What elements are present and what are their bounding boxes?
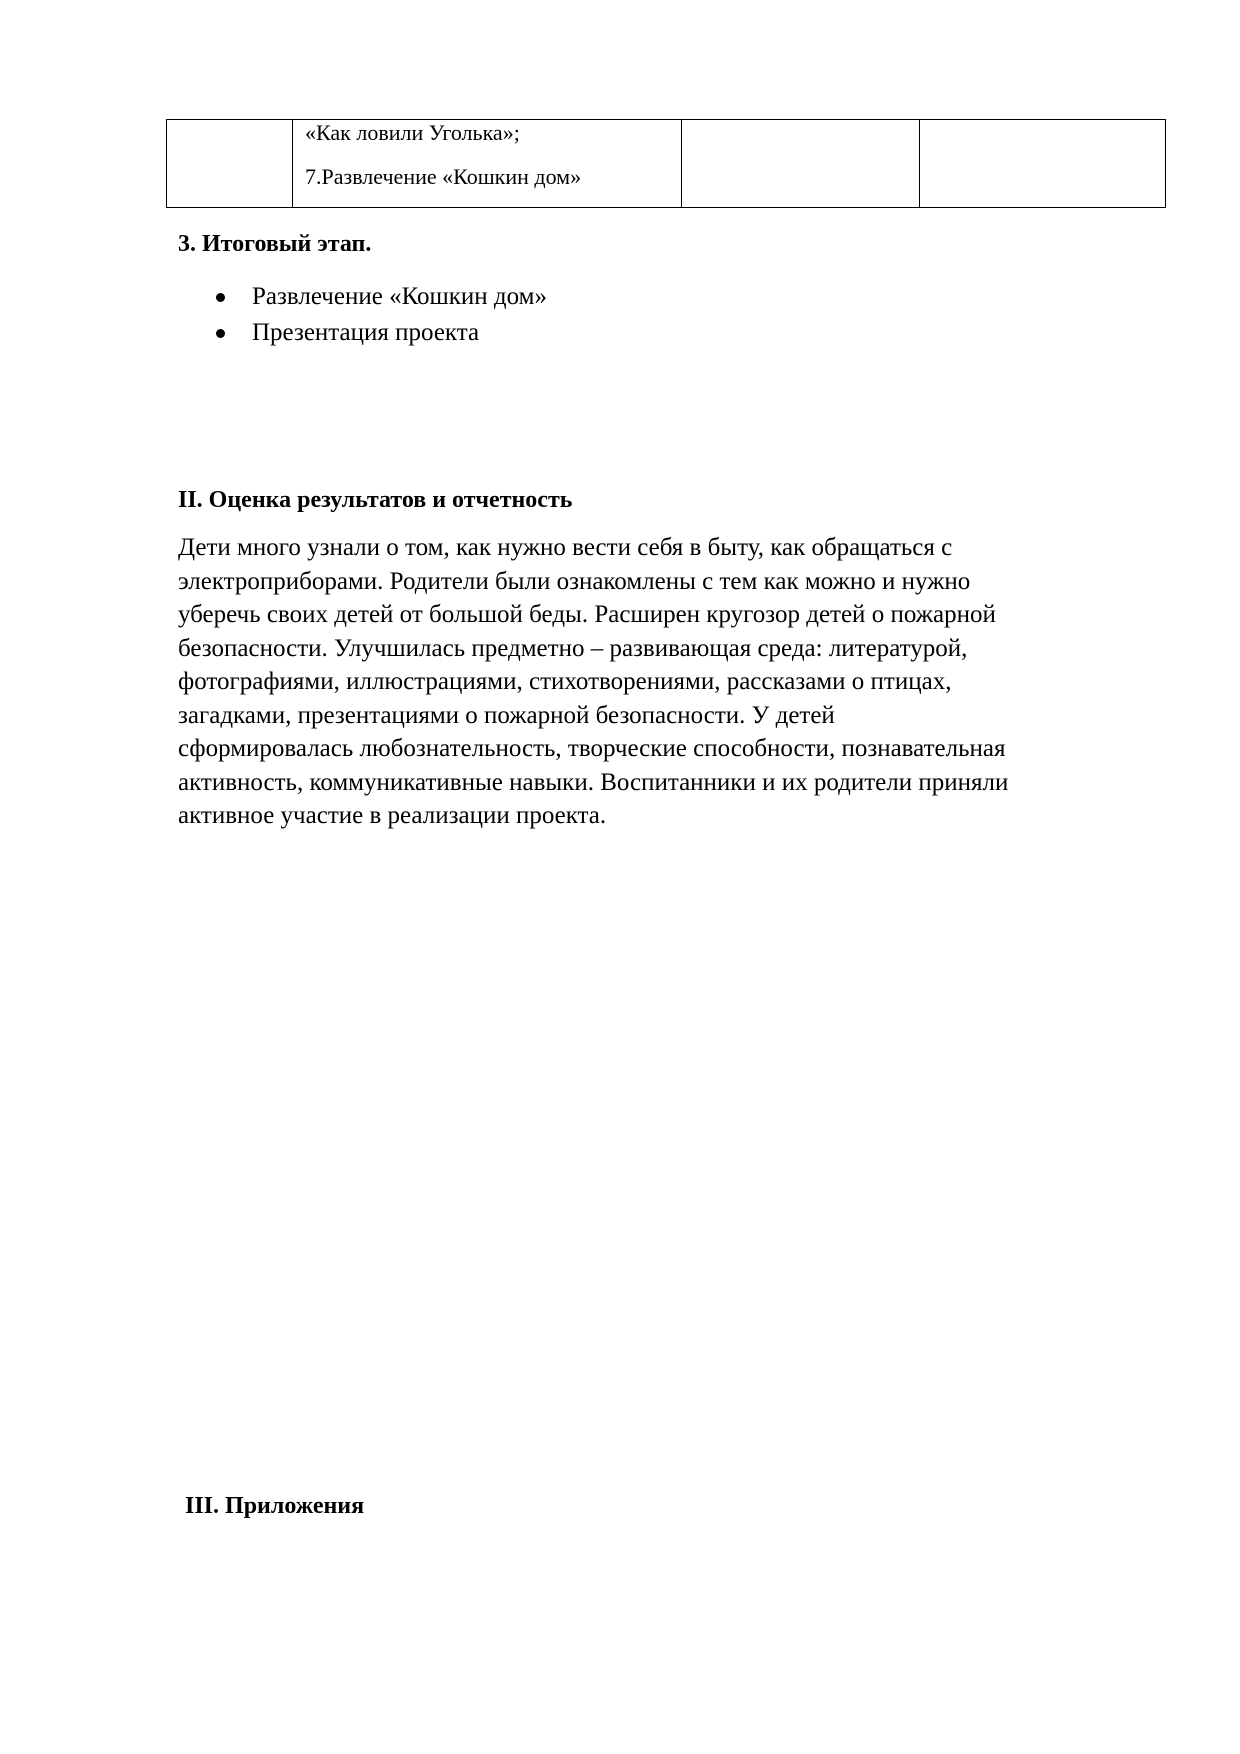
activities-table-continuation: [166, 119, 1166, 208]
list-item-text: Презентация проекта: [252, 319, 480, 346]
paragraph-line: активное участие в реализации проекта.: [178, 802, 607, 829]
appendix-heading: III. Приложения: [185, 1493, 365, 1519]
cell-text-line: «Как ловили Уголька»;: [305, 120, 520, 145]
final-stage-list: [212, 279, 547, 351]
paragraph-line: электроприборами. Родители были ознакомлены с тем как можно и нужно: [178, 567, 971, 595]
paragraph-line: безопасности. Улучшилась предметно – развивающая среда: литературой,: [178, 634, 968, 662]
paragraph-line: сформировалась любознательность, творческие способности, познавательная: [178, 735, 1006, 762]
paragraph-line: загадками, презентациями о пожарной безопасности. У детей: [178, 701, 835, 729]
list-item-text: Развлечение «Кошкин дом»: [252, 283, 547, 310]
table-row: [167, 120, 1166, 208]
table-cell: [293, 120, 682, 208]
table-cell: [167, 120, 293, 208]
final-stage-heading: 3. Итоговый этап.: [178, 231, 372, 257]
list-item: [212, 315, 547, 351]
bullet-icon: [216, 329, 225, 338]
results-heading: II. Оценка результатов и отчетность: [178, 487, 573, 513]
bullet-icon: [216, 293, 225, 302]
cell-text-line: 7.Развлечение «Кошкин дом»: [305, 164, 582, 189]
results-paragraph: [178, 531, 1168, 833]
paragraph-line: фотографиями, иллюстрациями, стихотворениями, рассказами о птицах,: [178, 668, 952, 695]
list-item: [212, 279, 547, 315]
paragraph-line: активность, коммуникативные навыки. Воспитанники и их родители приняли: [178, 768, 1009, 796]
paragraph-line: уберечь своих детей от большой беды. Расширен кругозор детей о пожарной: [178, 601, 996, 628]
table-cell: [920, 120, 1166, 208]
paragraph-line: Дети много узнали о том, как нужно вести себя в быту, как обращаться с: [178, 534, 953, 561]
table-cell: [682, 120, 920, 208]
